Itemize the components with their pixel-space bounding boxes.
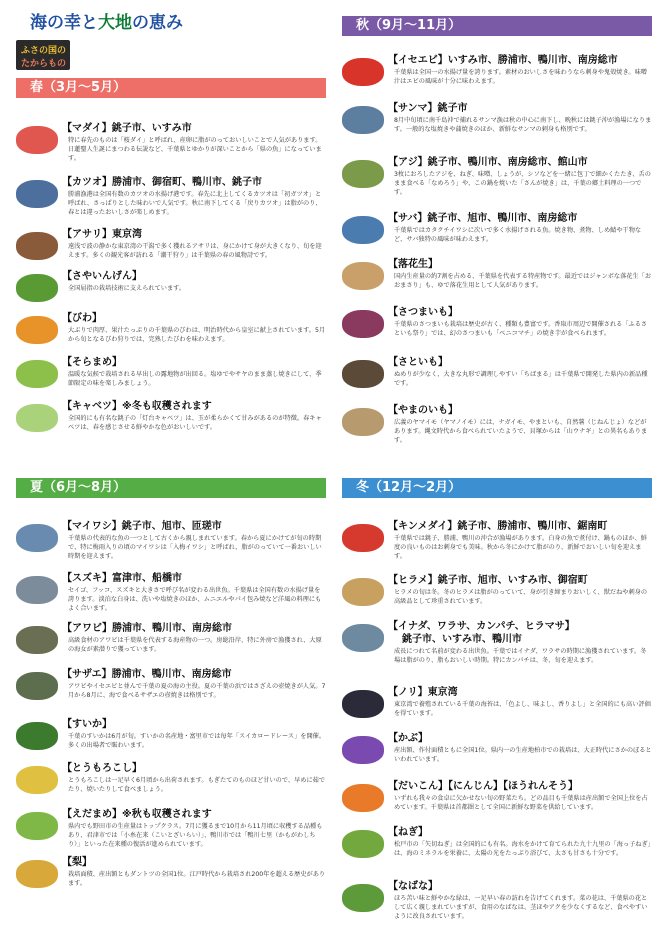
item-title: 【ヒラメ】銚子市、旭市、いすみ市、御宿町 xyxy=(388,575,588,586)
item-title: 【ねぎ】 xyxy=(388,827,428,838)
broad-bean-icon xyxy=(16,360,58,388)
item-description: 千葉県は全国一の水揚げ量を誇ります。素材のおいしさを味わうなら刺身や鬼殻焼き。味噌汁はエビの風味が十分に味わえます。 xyxy=(394,69,647,85)
item-title: 【さつまいも】 xyxy=(388,307,458,318)
saury-icon xyxy=(342,106,384,134)
item-subtitle: 銚子市、いすみ市、鴨川市 xyxy=(402,634,522,645)
item-description: 産出額、作付面積ともに全国1位。県内一の生産地柏市での栽培は、大正時代にさかのぼるといわれています。 xyxy=(394,747,652,763)
item-title: 【イナダ、ワラサ、カンパチ、ヒラマサ】 xyxy=(388,621,575,632)
item-title: 【サンマ】銚子市 xyxy=(388,103,468,114)
alfonsino-icon xyxy=(342,524,384,552)
red-sea-bream-icon xyxy=(16,126,58,154)
summer-item xyxy=(16,520,328,568)
cabbage-icon xyxy=(16,404,58,432)
item-description: 県内でも野田市の生産量はトップクラス。7月に獲るまで10月から11月頃に収穫する品種もあり、君津市では「小糸在来（こいとざいらい）」、鴨川市では「鴨川七里（かもがわしちり）」といった在来種の復活が進められています。 xyxy=(68,823,323,848)
item-title: 【スズキ】富津市、船橋市 xyxy=(62,573,182,584)
item-title: 【かぶ】 xyxy=(388,733,428,744)
abalone-icon xyxy=(16,626,58,654)
item-title: 【梨】 xyxy=(62,857,92,868)
item-description: 東京湾で養殖されている千葉の海苔は、「色よし、味よし、香りよし」と全国的にも高い評価を得ています。 xyxy=(394,701,651,717)
item-description: 勝浦漁港は全国有数のカツオの水揚げ港です。春先に北上してくるカツオは「初ガツオ」と呼ばれ、さっぱりとした味わいで人気です。秋に南下してくる「戻りカツオ」は脂がのり、春とは違ったおいしさが楽しめます。 xyxy=(68,191,322,216)
summer-item xyxy=(16,622,328,670)
logo xyxy=(16,40,70,70)
item-description: セイゴ、フッコ、スズキと大きさで呼び名が変わる出世魚。千葉県は全国有数の水揚げ量を誇ります。淡泊な白身は、洗いや塩焼きのほか、ムニエルやパイ包み焼など洋風の料理にもよく合います。 xyxy=(68,587,322,612)
item-title: 【なばな】 xyxy=(388,881,438,892)
winter-item xyxy=(342,620,654,668)
spring-item xyxy=(16,228,328,276)
item-description: 千葉県のさつまいも栽培は歴史が古く、種類も豊富です。香取市周辺で開催される「ふるさといも祭り」では、幻のさつまいも「ベニコマチ」の焼き芋が食べられます。 xyxy=(394,321,648,337)
item-title: 【ノリ】東京湾 xyxy=(388,687,458,698)
item-description: 成長につれて名前が変わる出世魚。千葉ではイナダ、ワラサの時期に漁獲されています。冬場は脂がのり、脂もおいしい時期。特にカンパチは、冬、旬を迎えます。 xyxy=(394,648,647,664)
winter-item xyxy=(342,574,654,622)
autumn-item xyxy=(342,102,654,150)
item-title: 【アワビ】勝浦市、鴨川市、南房総市 xyxy=(62,623,232,634)
spring-item xyxy=(16,356,328,404)
item-title: 【落花生】 xyxy=(388,259,438,270)
title-part-blessing: の恵み xyxy=(132,13,183,33)
summer-item xyxy=(16,668,328,716)
item-title: 【キンメダイ】銚子市、勝浦市、鴨川市、鋸南町 xyxy=(388,521,608,532)
green-bean-icon xyxy=(16,274,58,302)
spring-item xyxy=(16,122,328,170)
loquat-icon xyxy=(16,316,58,344)
corn-icon xyxy=(16,766,58,794)
item-description: ヒラメの旬は冬。冬のヒラメは脂がのっていて、身が引き締まりおいしく、獣だねや刺身の高級品として珍重されています。 xyxy=(394,589,648,605)
autumn-item xyxy=(342,404,654,452)
title-part-earth: 大地 xyxy=(98,13,132,33)
item-description: 3枚におろしたアジを、ねぎ、味噌、しょうが、シソなどを一緒に包丁で細かくたたき、舌のまま食べる「なめろう」や、この鍋を焼いた「さんが焼き」は、千葉の郷土料理の一つです。 xyxy=(394,171,651,196)
item-title: 【とうもろこし】 xyxy=(62,763,142,774)
item-description: 松戸市の「矢切ねぎ」は全国的にも有名。海水をかけて育てられた九十九里の「海っ子ねぎ」は、海のミネラルを栄養に、太陽の光をたっぷり浴びて、太さも甘さも十分です。 xyxy=(394,841,651,857)
winter-item xyxy=(342,520,654,568)
item-description: 千葉のすいかは6月が旬。すいかの名産地・富里市では毎年「スイカロードレース」を開催。多くの出場者で賑わいます。 xyxy=(68,733,326,749)
item-title: 【イセエビ】いすみ市、勝浦市、鴨川市、南房総市 xyxy=(388,55,618,66)
section-summer: 夏（6月～8月） xyxy=(16,478,326,498)
item-title: 【えだまめ】※秋も収穫されます xyxy=(62,809,212,820)
turban-shell-icon xyxy=(16,672,58,700)
item-description: 千葉県では銚子、勝浦、鴨川の沖合が漁場があります。白身の魚で煮付け、鍋ものほか、鮮度の良いものはお刺身でも美味。秋から冬にかけて脂がのり、新鮮でおいしい旬を迎えます。 xyxy=(394,535,647,560)
logo-line-1: ふさの国の xyxy=(21,46,67,56)
summer-item xyxy=(16,808,328,856)
item-title: 【キャベツ】※冬も収穫されます xyxy=(62,401,212,412)
item-description: 温暖な気候で栽培される早出しの露地物が出回る。塩ゆでやサヤのまま蒸し焼きにして、季節限定の味を楽しみましょう。 xyxy=(68,371,322,387)
spring-item xyxy=(16,176,328,224)
spring-item xyxy=(16,400,328,448)
item-title: 【そらまめ】 xyxy=(62,357,122,368)
autumn-item xyxy=(342,156,654,204)
item-description: 千葉県の代表的な魚の一つとして古くから親しまれています。春から夏にかけてが旬の時期で、特に梅雨入りの頃のマイワシは「入梅イワシ」と呼ばれ、脂がのっていて一番おいしい時期を迎えます。 xyxy=(68,535,322,560)
sea-bass-icon xyxy=(16,576,58,604)
pear-icon xyxy=(16,860,58,888)
horse-mackerel-icon xyxy=(342,160,384,188)
edamame-icon xyxy=(16,812,58,840)
item-title: 【さやいんげん】 xyxy=(62,271,142,282)
watermelon-icon xyxy=(16,722,58,750)
item-description: 大ぶりで肉厚、果汁たっぷりの千葉県のびわは、明治時代から皇室に献上されています。5月から旬となるびわ狩りでは、完熟したびわを味わえます。 xyxy=(68,327,326,343)
item-description: いずれも我々の食卓に欠かせない旬の野菜たち。どの品目も千葉県は産出額で全国上位を占めています。千葉県は首都圏として全国に新鮮な野菜を供給しています。 xyxy=(394,795,648,811)
section-spring: 春（3月～5月） xyxy=(16,78,326,98)
item-description: ほろ苦い味と鮮やかな緑は、一足早い春の訪れを告げてくれます。菜の花は、千葉県の花として広く親しまれていますが、食用のなばなは、茎ほやアクを少なくするなど、食べやすいように改良されています。 xyxy=(394,895,648,920)
winter-item xyxy=(342,780,654,828)
item-description: とうもろこしは一足早く6月頃から出荷されます。もぎたてのものほど甘いので、早めに茹でたり、焼いたりして食べましょう。 xyxy=(68,777,326,793)
item-title: 【カツオ】勝浦市、御宿町、鴨川市、銚子市 xyxy=(62,177,262,188)
flounder-icon xyxy=(342,578,384,606)
winter-item xyxy=(342,880,654,928)
spiny-lobster-icon xyxy=(342,58,384,86)
summer-item xyxy=(16,856,328,904)
item-title: 【サバ】銚子市、旭市、鴨川市、南房総市 xyxy=(388,213,578,224)
item-description: 広義のヤマイモ（ヤマノイモ）には、ナガイモ、やまといも、自然薯（じねんじょ）などがあります。縄文時代から食べられていたようで、貝塚からは「山ウナギ」との異名もあります。 xyxy=(394,419,648,444)
item-title: 【アサリ】東京湾 xyxy=(62,229,142,240)
seaweed-icon xyxy=(342,690,384,718)
item-description: 8月中旬頃に南千島沖で捕れるサンマ漁は秋の中心に南下し、晩秋には銚子沖が漁場になります。一般的な塩焼きや蒲焼きのほか、新鮮なサンマの刺身も格別です。 xyxy=(394,117,652,133)
winter-item xyxy=(342,686,654,734)
spring-item xyxy=(16,312,328,360)
logo-line-2: たからもの xyxy=(21,59,67,69)
bonito-icon xyxy=(16,180,58,208)
item-description: 特に春先のものは「桜ダイ」と呼ばれ、産卵に脂がのっておいしいことで人気があります。日蓮聖人生誕にまつわる伝説など、千葉県とゆかりが深いことから「県の魚」になっています。 xyxy=(68,137,322,162)
yam-icon xyxy=(342,408,384,436)
green-onion-icon xyxy=(342,830,384,858)
item-description: 全国的にも有名な銚子の「灯台キャベツ」は、玉が柔らかくて甘みがあるのが特徴。春キャベツは、春を感じさせる鮮やかな色がおいしいです。 xyxy=(68,415,322,431)
item-title: 【すいか】 xyxy=(62,719,112,730)
winter-item xyxy=(342,732,654,780)
autumn-item xyxy=(342,258,654,306)
item-description: 栽培面積、産出額ともダントツの全国1位。江戸時代から栽培され200年を超える歴史があります。 xyxy=(68,871,326,887)
item-title: 【やまのいも】 xyxy=(388,405,458,416)
summer-item xyxy=(16,718,328,766)
autumn-item xyxy=(342,356,654,404)
clam-icon xyxy=(16,232,58,260)
item-title: 【さといも】 xyxy=(388,357,448,368)
section-autumn: 秋（9月～11月） xyxy=(342,16,652,36)
mackerel-icon xyxy=(342,216,384,244)
item-description: ぬめりが少なく、大きな丸形で調理しやすい「ちばまる」は千葉県で開発した県内の新品種です。 xyxy=(394,371,648,387)
summer-item xyxy=(16,572,328,620)
item-description: アワビやイセエビと並んで千葉の夏の海の主役。夏の千葉の浜ではさざえの壺焼きが人気。7月から8月に、海で食べるサザエの壺焼きは格別です。 xyxy=(68,683,326,699)
summer-item xyxy=(16,762,328,810)
yellowtail-icon xyxy=(342,624,384,652)
rape-blossom-icon xyxy=(342,884,384,912)
item-title: 【びわ】 xyxy=(62,313,102,324)
sardine-icon xyxy=(16,524,58,552)
autumn-item xyxy=(342,306,654,354)
title-part-sea: 海の幸と xyxy=(30,13,98,33)
item-description: 遠浅で波の静かな東京湾の干潟で多く獲れるアサリは、身にかけて身が大きくなり、旬を迎えます。多くの観光客が訪れる「潮干狩り」は千葉県の春の風物詩です。 xyxy=(68,243,322,259)
turnip-icon xyxy=(342,736,384,764)
item-title: 【アジ】銚子市、鴨川市、南房総市、館山市 xyxy=(388,157,588,168)
item-description: 国内生産量の約7割を占める、千葉県を代表する特産物です。最近ではジャンボな落花生「おおまさり」も、ゆで落花生用として人気があります。 xyxy=(394,273,652,289)
peanut-icon xyxy=(342,262,384,290)
page-title xyxy=(30,8,183,33)
item-title: 【だいこん】【にんじん】【ほうれんそう】 xyxy=(388,781,578,792)
autumn-item xyxy=(342,212,654,260)
item-title: 【マイワシ】銚子市、旭市、匝瑳市 xyxy=(62,521,222,532)
root-vegetables-icon xyxy=(342,784,384,812)
spring-item xyxy=(16,270,328,318)
autumn-item xyxy=(342,54,654,102)
section-winter: 冬（12月～2月） xyxy=(342,478,652,498)
item-description: 全国屈指の栽培技術に支えられています。 xyxy=(68,285,186,292)
item-title: 【サザエ】勝浦市、鴨川市、南房総市 xyxy=(62,669,232,680)
item-title: 【マダイ】銚子市、いすみ市 xyxy=(62,123,192,134)
taro-icon xyxy=(342,360,384,388)
sweet-potato-icon xyxy=(342,310,384,338)
item-description: 高級食材のアワビは千葉県を代表する海産物の一つ。房総沿岸、特に外房で漁獲され、大原の海女が素潜りで獲っています。 xyxy=(68,637,322,653)
winter-item xyxy=(342,826,654,874)
item-description: 千葉県ではカタクチイワシに次いで多く水揚げされる魚。焼き物、煮物、しめ鯖や干物など、サバ独特の風味が味わえます。 xyxy=(394,227,642,243)
